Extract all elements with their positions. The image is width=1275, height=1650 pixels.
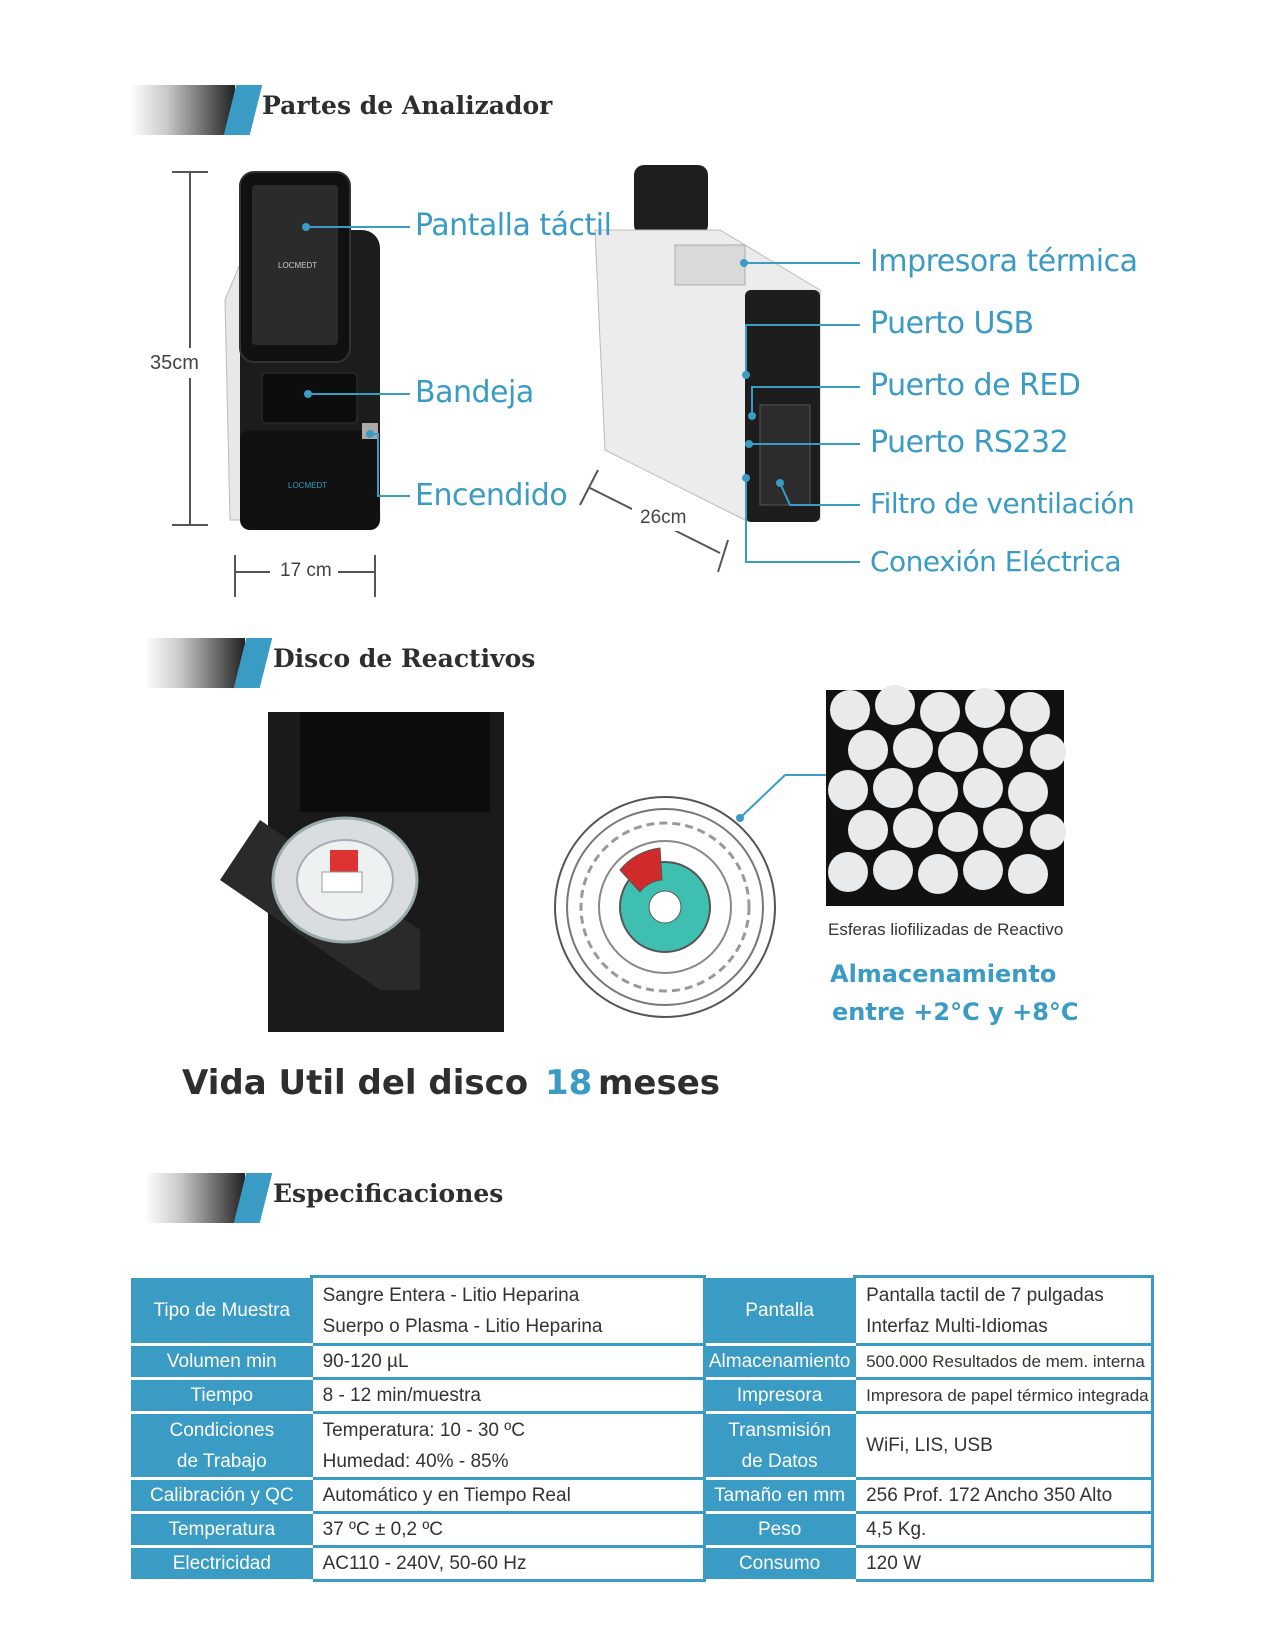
section-title: Partes de Analizador bbox=[262, 91, 553, 120]
storage-line-1: Almacenamiento bbox=[830, 960, 1057, 988]
svg-text:LOCMEDT: LOCMEDT bbox=[278, 261, 318, 270]
spec-value-text: 8 - 12 min/muestra bbox=[322, 1384, 482, 1406]
spec-value-cell bbox=[855, 1479, 1153, 1513]
spec-value-cell bbox=[311, 1379, 705, 1413]
label-rs232: Puerto RS232 bbox=[870, 425, 1069, 460]
dimension-width: 17 cm bbox=[280, 560, 332, 581]
spec-key-cell bbox=[705, 1413, 855, 1479]
spec-row bbox=[133, 1479, 1153, 1513]
header-gradient bbox=[145, 1173, 245, 1223]
spec-value-cell bbox=[855, 1513, 1153, 1547]
spec-value-text: Automático y en Tiempo Real bbox=[322, 1484, 571, 1506]
label-printer: Impresora térmica bbox=[870, 244, 1138, 279]
spec-value-text: 120 W bbox=[866, 1552, 922, 1574]
spec-row bbox=[133, 1277, 1153, 1345]
spec-key-cell bbox=[133, 1513, 312, 1547]
spec-value-text: 4,5 Kg. bbox=[866, 1518, 927, 1540]
spec-value-cell bbox=[311, 1479, 705, 1513]
spec-key-text: Peso bbox=[757, 1518, 802, 1540]
spec-value-text: AC110 - 240V, 50-60 Hz bbox=[322, 1552, 527, 1574]
label-vent-filter: Filtro de ventilación bbox=[870, 487, 1135, 520]
storage-line-2: entre +2°C y +8°C bbox=[832, 998, 1079, 1026]
spec-key-text: Tipo de Muestra bbox=[153, 1299, 291, 1321]
shelf-life-value: 18 bbox=[545, 1063, 593, 1103]
spec-key-cell bbox=[133, 1379, 312, 1413]
section-title: Especificaciones bbox=[273, 1179, 504, 1208]
spec-key-text: de Datos bbox=[741, 1450, 818, 1472]
spec-value-text: WiFi, LIS, USB bbox=[866, 1434, 993, 1456]
svg-text:LOCMEDT: LOCMEDT bbox=[288, 481, 328, 490]
spec-row bbox=[133, 1345, 1153, 1379]
spec-table bbox=[131, 1275, 1154, 1582]
spec-key-text: Calibración y QC bbox=[150, 1484, 294, 1506]
spec-key-cell bbox=[705, 1479, 855, 1513]
section-header-specs bbox=[145, 1173, 565, 1223]
spec-key-text: Condiciones bbox=[169, 1419, 275, 1441]
spec-value-cell bbox=[855, 1547, 1153, 1581]
spec-value-text: 256 Prof. 172 Ancho 350 Alto bbox=[866, 1484, 1113, 1506]
spec-key-text: Volumen min bbox=[166, 1350, 277, 1372]
section-title: Disco de Reactivos bbox=[273, 644, 536, 673]
spec-value-text: Pantalla tactil de 7 pulgadas bbox=[866, 1284, 1104, 1306]
spec-row bbox=[133, 1379, 1153, 1413]
spec-key-text: Impresora bbox=[736, 1384, 823, 1406]
spec-key-cell bbox=[133, 1479, 312, 1513]
spec-value-text: Humedad: 40% - 85% bbox=[322, 1450, 509, 1472]
dimension-height: 35cm bbox=[150, 352, 199, 374]
spec-key-cell bbox=[705, 1547, 855, 1581]
spec-key-text: de Trabajo bbox=[176, 1450, 267, 1472]
spec-key-cell bbox=[705, 1277, 855, 1345]
spec-value-text: Interfaz Multi-Idiomas bbox=[866, 1315, 1048, 1337]
spec-row bbox=[133, 1413, 1153, 1479]
spec-value-cell bbox=[311, 1513, 705, 1547]
spec-value-cell bbox=[311, 1277, 705, 1345]
shelf-life-label: Vida Util del disco bbox=[182, 1063, 529, 1103]
spec-key-text: Tamaño en mm bbox=[714, 1484, 846, 1506]
spec-value-cell bbox=[311, 1547, 705, 1581]
spec-value-cell bbox=[311, 1413, 705, 1479]
spec-key-text: Temperatura bbox=[168, 1518, 276, 1540]
spec-value-cell bbox=[855, 1277, 1153, 1345]
spec-key-text: Almacenamiento bbox=[708, 1350, 851, 1372]
spec-value-text: 500.000 Resultados de mem. interna bbox=[866, 1351, 1145, 1371]
spec-value-cell bbox=[855, 1379, 1153, 1413]
spec-row bbox=[133, 1547, 1153, 1581]
spec-key-cell bbox=[133, 1413, 312, 1479]
label-usb: Puerto USB bbox=[870, 306, 1034, 341]
spec-value-text: 37 ºC ± 0,2 ºC bbox=[322, 1518, 444, 1540]
beads-caption: Esferas liofilizadas de Reactivo bbox=[828, 920, 1064, 939]
spec-key-text: Electricidad bbox=[172, 1552, 271, 1574]
spec-value-cell bbox=[855, 1413, 1153, 1479]
shelf-life-unit: meses bbox=[598, 1063, 721, 1103]
spec-key-cell bbox=[705, 1345, 855, 1379]
spec-key-cell bbox=[133, 1547, 312, 1581]
spec-value-text: 90-120 µL bbox=[322, 1350, 409, 1372]
spec-key-text: Tiempo bbox=[190, 1384, 254, 1406]
spec-key-cell bbox=[133, 1345, 312, 1379]
spec-key-text: Pantalla bbox=[745, 1299, 814, 1321]
spec-key-text: Consumo bbox=[738, 1552, 821, 1574]
label-power: Encendido bbox=[415, 478, 568, 513]
dimension-depth: 26cm bbox=[640, 507, 687, 528]
spec-value-cell bbox=[311, 1345, 705, 1379]
spec-key-cell bbox=[705, 1379, 855, 1413]
label-tray: Bandeja bbox=[415, 375, 534, 410]
spec-value-cell bbox=[855, 1345, 1153, 1379]
label-power-connection: Conexión Eléctrica bbox=[870, 545, 1122, 578]
spec-key-cell bbox=[705, 1513, 855, 1547]
label-touch-screen: Pantalla táctil bbox=[415, 208, 612, 243]
spec-value-text: Temperatura: 10 - 30 ºC bbox=[322, 1419, 525, 1441]
spec-value-text: Suerpo o Plasma - Litio Heparina bbox=[322, 1315, 603, 1337]
spec-value-text: Impresora de papel térmico integrada bbox=[866, 1385, 1149, 1405]
spec-row bbox=[133, 1513, 1153, 1547]
spec-value-text: Sangre Entera - Litio Heparina bbox=[322, 1284, 580, 1306]
label-network: Puerto de RED bbox=[870, 368, 1081, 403]
spec-key-cell bbox=[133, 1277, 312, 1345]
spec-key-text: Transmisión bbox=[728, 1419, 831, 1441]
